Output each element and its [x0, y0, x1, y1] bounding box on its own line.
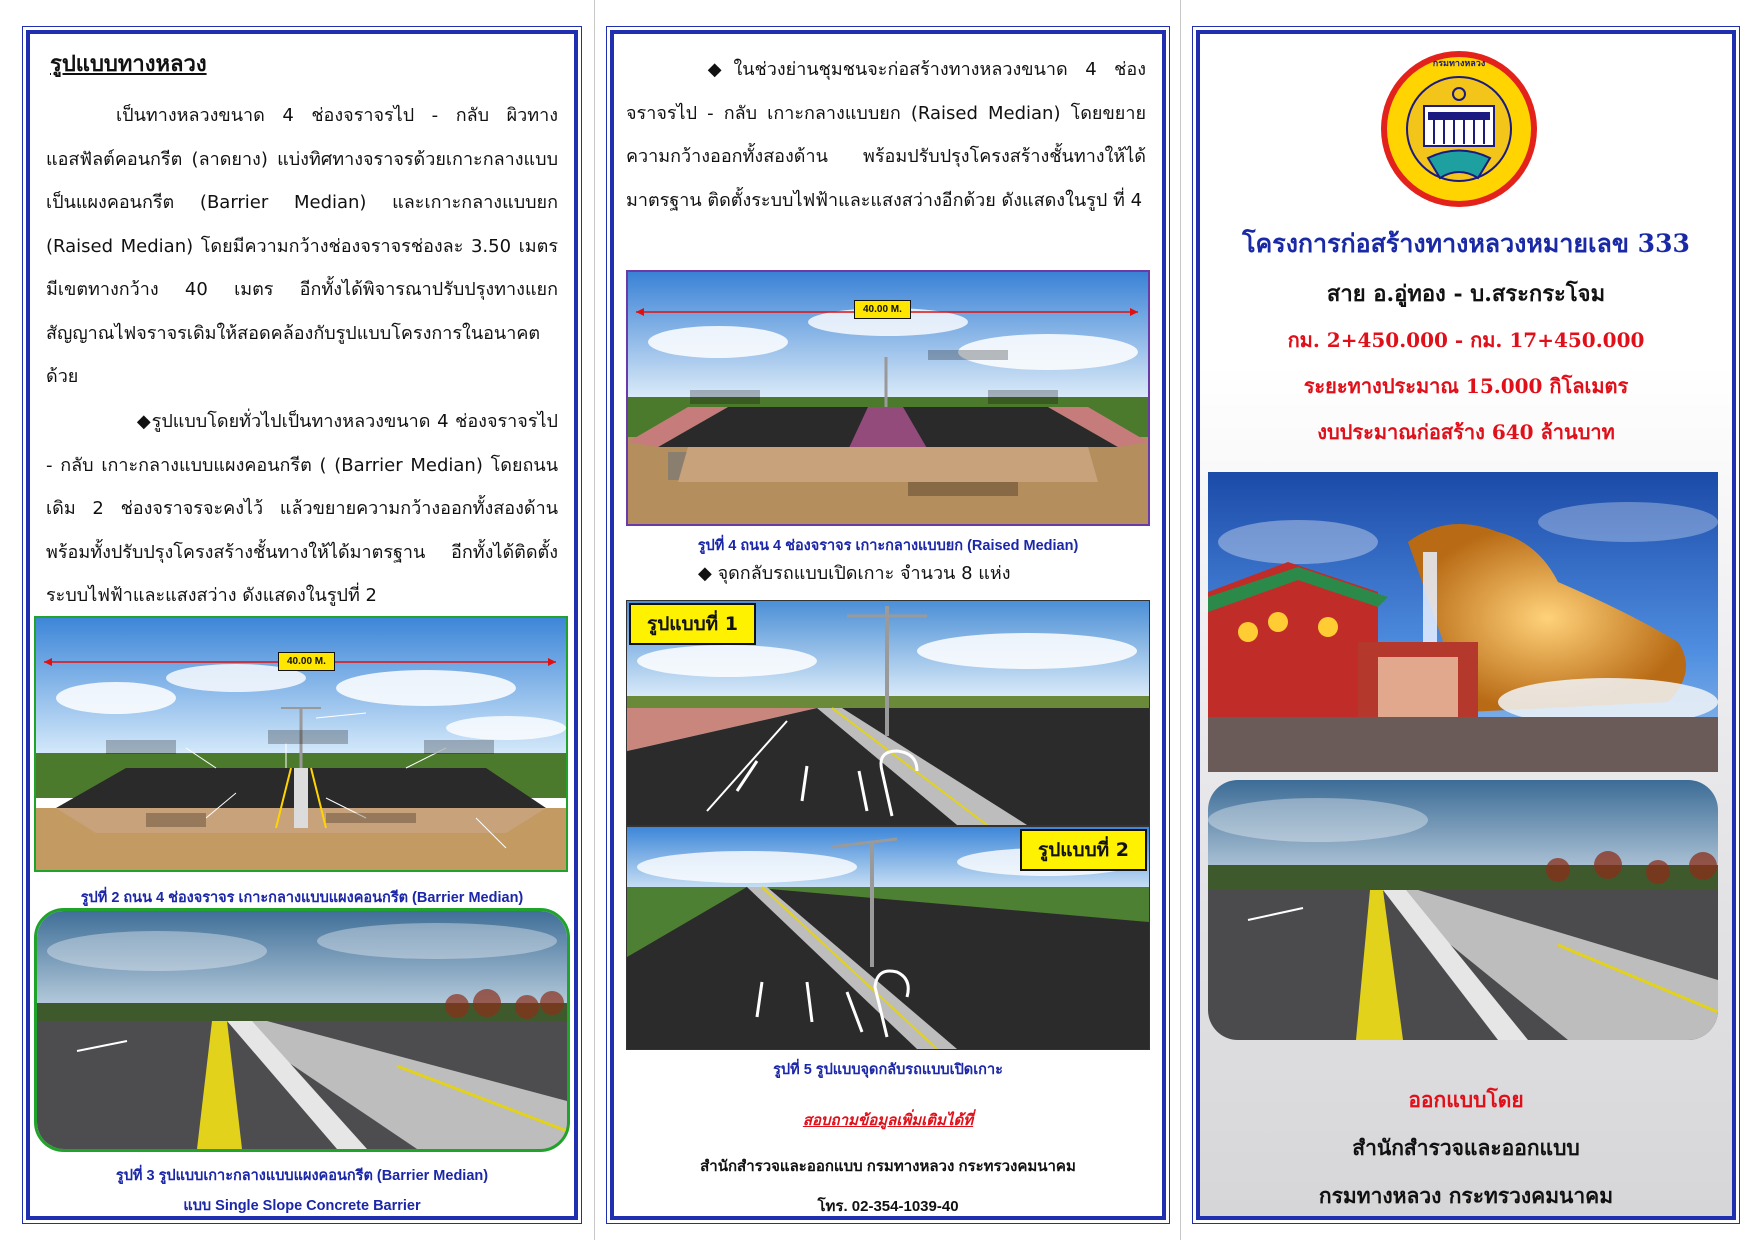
dimension-label: 40.00 M. [854, 300, 911, 319]
figure-3-barrier-render [34, 908, 570, 1152]
dragon-temple-illustration [1208, 472, 1718, 772]
department-seal-icon [1378, 48, 1540, 210]
figure-3-subcaption: แบบ Single Slope Concrete Barrier [183, 1198, 421, 1214]
designer-department: กรมทางหลวง กระทรวงคมนาคม [1318, 1184, 1614, 1208]
figure-2-caption: รูปที่ 2 ถนน 4 ช่องจราจร เกาะกลางแบบแผงคอนกรีต (Barrier Median) [80, 890, 524, 906]
contact-phone: โทร. 02-354-1039-40 [817, 1198, 959, 1215]
paragraph-general-design [46, 400, 558, 618]
paragraph-raised-median-text: ◆ในช่วงย่านชุมชนจะก่อสร้างทางหลวงขนาด 4 ช่องจราจรไป - กลับ เกาะกลางแบบยก (Raised Median) โดยขยายความกว้างออกทั้งสองด้าน พร้อมปรับปรุงโครงสร้างชั้นทางให้ได้มาตรฐาน ติดตั้งระบบไฟฟ้าและแสงสว่างอีกด้วย ดังแสดงในรูป ที่ 4 [626, 59, 1146, 211]
figure-5-uturn-type-2 [626, 826, 1150, 1050]
contact-heading: สอบถามข้อมูลเพิ่มเติมได้ที่ [802, 1112, 974, 1129]
paragraph-intro [46, 94, 558, 399]
figure-2-cross-section [34, 616, 568, 872]
panel-left [26, 30, 578, 1220]
project-title: โครงการก่อสร้างทางหลวงหมายเลข 333 [1242, 229, 1690, 258]
project-km: กม. 2+450.000 - กม. 17+450.000 [1287, 328, 1645, 352]
department-logo [1378, 48, 1540, 210]
designed-by-label: ออกแบบโดย [1408, 1088, 1524, 1112]
figure-4-caption: รูปที่ 4 ถนน 4 ช่องจราจร เกาะกลางแบบยก (Raised Median) [697, 538, 1079, 554]
uturn-type-2-badge: รูปแบบที่ 2 [1020, 829, 1147, 871]
fold-line-left [594, 0, 595, 1240]
section-heading: รูปแบบทางหลวง [50, 52, 207, 77]
panel-cover [1196, 30, 1736, 1220]
uturn-type-1-badge: รูปแบบที่ 1 [629, 603, 756, 645]
logo-text: กรมทางหลวง [1432, 59, 1486, 69]
figure-3-caption: รูปที่ 3 รูปแบบเกาะกลางแบบแผงคอนกรีต (Barrier Median) [115, 1168, 489, 1184]
uturn-heading: ◆ จุดกลับรถแบบเปิดเกาะ จำนวน 8 แห่ง [698, 563, 1011, 584]
figure-4-cross-section [626, 270, 1150, 526]
cover-barrier-illustration [1208, 780, 1718, 1040]
cover-photo-dragon-temple [1208, 472, 1718, 772]
dimension-label: 40.00 M. [278, 652, 335, 671]
contact-organization: สำนักสำรวจและออกแบบ กรมทางหลวง กระทรวงคมนาคม [700, 1158, 1076, 1175]
cover-photo-barrier [1208, 780, 1718, 1040]
paragraph-raised-median [626, 48, 1146, 222]
figure-5-caption: รูปที่ 5 รูปแบบจุดกลับรถแบบเปิดเกาะ [773, 1062, 1003, 1078]
project-route: สาย อ.อู่ทอง - บ.สระกระโจม [1326, 281, 1606, 307]
project-budget: งบประมาณก่อสร้าง 640 ล้านบาท [1317, 420, 1615, 444]
figure-5-uturn-type-1 [626, 600, 1150, 826]
paragraph-intro-text: เป็นทางหลวงขนาด 4 ช่องจราจรไป - กลับ ผิวทางแอสฟัลต์คอนกรีต (ลาดยาง) แบ่งทิศทางจราจรด้วยเกาะกลางแบบเป็นแผงคอนกรีต (Barrier Median) และเกาะกลางแบบยก (Raised Median) โดยมีความกว้างช่องจราจรช่องละ 3.50 เมตร มีเขตทางกว้าง 40 เมตร อีกทั้งได้พิจารณาปรับปรุงทางแยกสัญญาณไฟจราจรเดิมให้สอดคล้องกับรูปแบบโครงการในอนาคตด้วย [46, 105, 558, 387]
panel-middle [610, 30, 1166, 1220]
barrier-illustration [37, 911, 567, 1149]
designer-office: สำนักสำรวจและออกแบบ [1352, 1136, 1580, 1160]
paragraph-general-design-text: ◆รูปแบบโดยทั่วไปเป็นทางหลวงขนาด 4 ช่องจราจรไป - กลับ เกาะกลางแบบแผงคอนกรีต ( (Barrier Median) โดยถนนเดิม 2 ช่องจราจรจะคงไว้ แล้วขยายความกว้างออกทั้งสองด้านพร้อมทั้งปรับปรุงโครงสร้างชั้นทางให้ได้มาตรฐาน อีกทั้งได้ติดตั้งระบบไฟฟ้าและแสงสว่าง ดังแสดงในรูปที่ 2 [46, 411, 558, 606]
fold-line-right [1180, 0, 1181, 1240]
project-distance: ระยะทางประมาณ 15.000 กิโลเมตร [1303, 374, 1629, 398]
